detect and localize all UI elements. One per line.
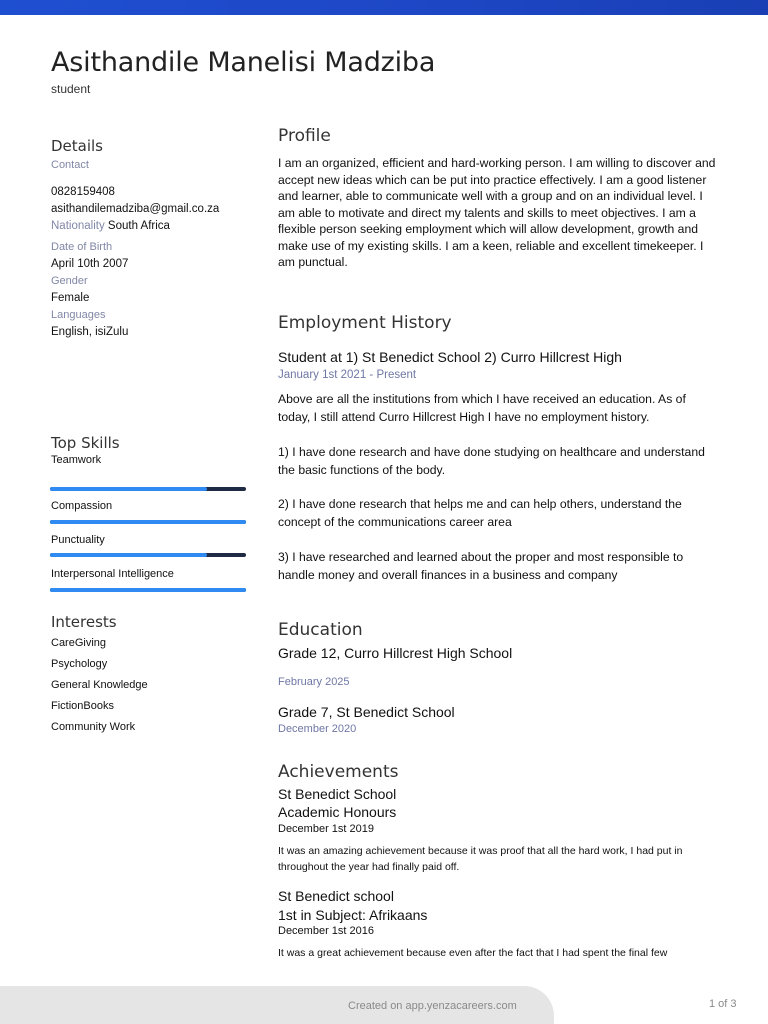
achievement-description: It was an amazing achievement because it was proof that all the hard work, I had put in throughout the year had finally paid off.: [278, 845, 683, 873]
achievement-institution: St Benedict school: [278, 888, 394, 904]
achievement-date: December 1st 2016: [278, 925, 374, 937]
employment-paragraph: Above are all the institutions from which I have received an education. As of today, I still attend Curro Hillcrest High I have no employment history.: [278, 392, 686, 424]
dob-value: April 10th 2007: [51, 258, 129, 270]
page-number: 1 of 3: [709, 998, 737, 1010]
skill-name: Punctuality: [51, 534, 105, 546]
employment-title: Employment History: [278, 313, 452, 333]
skill-level-fill: [50, 553, 207, 557]
interest-item: General Knowledge: [51, 679, 148, 691]
contact-label: Contact: [51, 159, 89, 171]
education-degree: Grade 7, St Benedict School: [278, 704, 455, 720]
interest-item: Psychology: [51, 658, 108, 670]
phone-number: 0828159408: [51, 186, 115, 198]
top-accent-bar: [0, 0, 768, 15]
languages-value: English, isiZulu: [51, 326, 129, 338]
profile-text: I am an organized, efficient and hard-working person. I am willing to discover and accept new ideas which can be put into practice effectively. I am a good listener and learner, able to communicate well with a group and on an individual level. I am able to motivate and direct my talents and skills to meet objectives. I am a flexible person seeking employment which will allow development, growth and make use of my existing skills. I am a keen, reliable and excellent timekeeper. I am punctual.: [278, 156, 716, 269]
education-degree: Grade 12, Curro Hillcrest High School: [278, 645, 513, 661]
skill-level-bar: [50, 487, 246, 491]
achievement-name: Academic Honours: [278, 804, 397, 820]
skill-level-bar: [50, 588, 246, 592]
details-section: [51, 137, 247, 341]
interest-item: Community Work: [51, 721, 136, 733]
employment-job-title: Student at 1) St Benedict School 2) Curro Hillcrest High: [278, 349, 622, 365]
person-name: Asithandile Manelisi Madziba: [51, 47, 436, 78]
employment-paragraph: 3) I have researched and learned about the proper and most responsible to handle money and overall finances in a business and company: [278, 550, 684, 582]
nationality-label: Nationality: [51, 220, 105, 232]
achievement-description: It was a great achievement because even after the fact that I had spent the final few: [278, 947, 668, 959]
interests-title: Interests: [51, 613, 117, 631]
skill-item: [51, 534, 247, 546]
skill-level-fill: [50, 588, 246, 592]
details-title: Details: [51, 137, 104, 155]
skill-item: [51, 454, 247, 466]
skill-name: Interpersonal Intelligence: [51, 568, 174, 580]
employment-dates: January 1st 2021 - Present: [278, 369, 417, 381]
skill-level-fill: [50, 487, 207, 491]
skill-name: Teamwork: [51, 454, 102, 466]
nationality-row: [51, 218, 247, 235]
job-title: student: [51, 82, 91, 96]
employment-paragraph: 2) I have done research that helps me and can help others, understand the concept of the communications career area: [278, 497, 682, 529]
skill-level-fill: [50, 520, 246, 524]
dob-label: Date of Birth: [51, 241, 113, 253]
employment-paragraph: 1) I have done research and have done studying on healthcare and understand the basic functions of the body.: [278, 445, 705, 477]
skills-title: Top Skills: [51, 434, 120, 452]
profile-title: Profile: [278, 126, 331, 146]
nationality-value: South Africa: [107, 220, 170, 232]
footer-created-text: Created on app.yenzacareers.com: [348, 1000, 517, 1012]
skill-item: [51, 500, 247, 512]
achievement-name: 1st in Subject: Afrikaans: [278, 907, 428, 923]
interest-item: FictionBooks: [51, 700, 114, 712]
gender-value: Female: [51, 292, 90, 304]
education-title: Education: [278, 620, 363, 640]
email-address: asithandilemadziba@gmail.co.za: [51, 203, 220, 215]
languages-label: Languages: [51, 309, 106, 321]
education-date: December 2020: [278, 723, 357, 735]
interest-item: CareGiving: [51, 637, 107, 649]
gender-label: Gender: [51, 275, 88, 287]
skill-level-bar: [50, 520, 246, 524]
skill-level-bar: [50, 553, 246, 557]
achievements-title: Achievements: [278, 762, 399, 782]
achievement-date: December 1st 2019: [278, 823, 374, 835]
education-date: February 2025: [278, 676, 350, 688]
achievement-institution: St Benedict School: [278, 786, 397, 802]
skill-name: Compassion: [51, 500, 113, 512]
skill-item: [51, 568, 247, 580]
